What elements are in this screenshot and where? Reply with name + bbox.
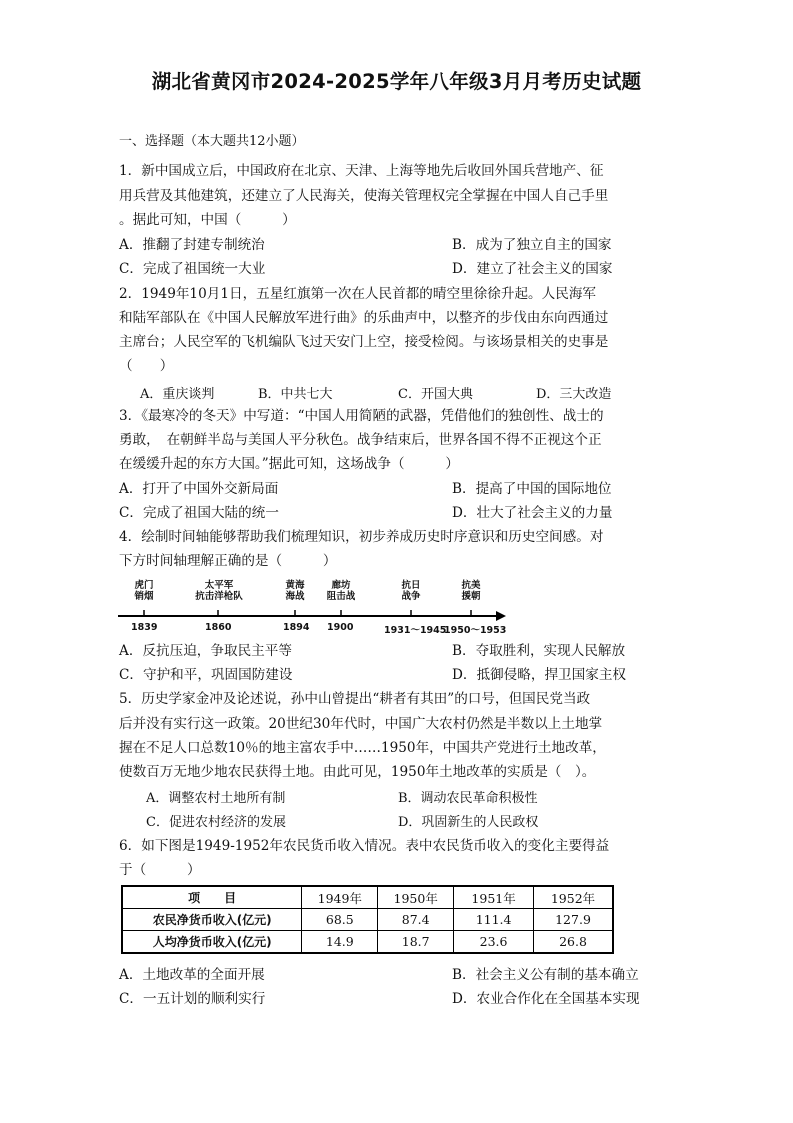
timeline-event-6-line2: 援朝 [461,591,481,602]
table-cell: 87.4 [378,909,454,931]
question-2-line-4: （ ） [119,358,174,374]
question-2-option-a[interactable]: A．重庆谈判 [140,387,215,402]
timeline-event-1-line2: 销烟 [134,591,154,602]
table-cell: 18.7 [378,931,454,954]
question-2-line-3: 主席台；人民空军的飞机编队飞过天安门上空，接受检阅。与该场景相关的史事是 [119,334,609,350]
table-row [122,909,613,931]
section-heading: 一、选择题（本大题共12小题） [119,134,305,149]
question-4-line-1: 4．绘制时间轴能够帮助我们梳理知识，初步养成历史时序意识和历史空间感。对 [119,529,604,545]
timeline-event-4-line2: 阻击战 [326,591,356,602]
question-4-option-d[interactable]: D．抵御侵略，捍卫国家主权 [452,667,627,683]
timeline-event-1 [130,580,158,602]
question-2-option-d[interactable]: D．三大改造 [536,387,612,402]
history-timeline [116,577,508,637]
table-cell: 23.6 [454,931,534,954]
question-1-option-a[interactable]: A．推翻了封建专制统治 [119,237,265,253]
question-4-line-2: 下方时间轴理解正确的是（ ） [119,553,337,569]
table-cell: 26.8 [534,931,613,954]
timeline-event-3-line2: 海战 [285,591,305,602]
table-row-label: 农民净货币收入(亿元) [122,909,302,931]
table-row [122,931,613,954]
question-6-line-1: 6．如下图是1949-1952年农民货币收入情况。表中农民货币收入的变化主要得益 [119,838,610,854]
question-3-option-b[interactable]: B．提高了中国的国际地位 [452,481,612,497]
question-1-option-b[interactable]: B．成为了独立自主的国家 [452,237,612,253]
timeline-year-2: 1860 [205,622,232,633]
question-5-line-3: 握在不足人口总数10％的地主富农手中……1950年，中国共产党进行土地改革， [119,740,606,756]
question-6-option-b[interactable]: B．社会主义公有制的基本确立 [452,967,639,983]
timeline-event-6 [456,580,486,602]
question-4-option-c[interactable]: C．守护和平，巩固国防建设 [119,667,293,683]
timeline-year-3: 1894 [283,622,310,633]
timeline-event-2 [188,580,250,602]
question-3-option-c[interactable]: C．完成了祖国大陆的统一 [119,505,279,521]
question-1-line-1: 1．新中国成立后，中国政府在北京、天津、上海等地先后收回外国兵营地产、征 [119,163,604,179]
income-table [121,885,614,954]
table-header-item: 项 目 [122,886,302,909]
question-5-line-4: 使数百万无地少地农民获得土地。由此可见，1950年土地改革的实质是（ ）。 [119,764,596,780]
table-header-year: 1950年 [378,886,454,909]
question-6-line-2: 于（ ） [119,862,201,878]
timeline-event-2-line1: 太平军 [204,580,234,591]
table-cell: 68.5 [302,909,378,931]
table-header-year: 1951年 [454,886,534,909]
question-3-option-a[interactable]: A．打开了中国外交新局面 [119,481,279,497]
question-6-option-d[interactable]: D．农业合作化在全国基本实现 [452,991,640,1007]
question-5-line-1: 5．历史学家金冲及论述说，孙中山曾提出“耕者有其田”的口号，但国民党当政 [119,691,591,707]
table-cell: 127.9 [534,909,613,931]
timeline-event-4 [321,580,361,602]
question-5-option-b[interactable]: B．调动农民革命积极性 [398,791,538,806]
timeline-event-2-line2: 抗击洋枪队 [195,591,243,602]
question-2-option-c[interactable]: C．开国大典 [398,387,473,402]
question-6-option-a[interactable]: A．土地改革的全面开展 [119,967,265,983]
timeline-event-3-line1: 黄海 [285,580,305,591]
question-5-option-d[interactable]: D．巩固新生的人民政权 [398,815,539,830]
question-1-option-c[interactable]: C．完成了祖国统一大业 [119,261,266,277]
timeline-event-4-line1: 廊坊 [331,580,351,591]
question-3-line-2: 勇敢， 在朝鲜半岛与美国人平分秋色。战争结束后，世界各国不得不正视这个正 [119,432,602,448]
question-4-option-b[interactable]: B．夺取胜利，实现人民解放 [452,643,626,659]
page-title: 湖北省黄冈市2024-2025学年八年级3月月考历史试题 [151,70,642,93]
question-3-line-1: 3．《最寒冷的冬天》中写道：“中国人用简陋的武器，凭借他们的独创性、战士的 [119,408,604,424]
question-5-option-a[interactable]: A．调整农村土地所有制 [146,791,286,806]
question-2-option-b[interactable]: B．中共七大 [258,387,333,402]
question-3-option-d[interactable]: D．壮大了社会主义的力量 [452,505,613,521]
timeline-year-5: 1931～1945 [384,625,447,636]
timeline-event-1-line1: 虎门 [134,580,154,591]
table-header-row [122,886,613,909]
timeline-event-6-line1: 抗美 [461,580,481,591]
question-5-line-2: 后并没有实行这一政策。20世纪30年代时，中国广大农村仍然是半数以上土地掌 [119,716,603,732]
question-1-line-2: 用兵营及其他建筑，还建立了人民海关，使海关管理权完全掌握在中国人自己手里 [119,188,609,204]
question-2-line-1: 2．1949年10月1日，五星红旗第一次在人民首都的晴空里徐徐升起。人民海军 [119,286,597,302]
timeline-event-5-line2: 战争 [401,591,421,602]
question-2-line-2: 和陆军部队在《中国人民解放军进行曲》的乐曲声中，以整齐的步伐由东向西通过 [119,310,609,326]
timeline-event-5 [396,580,426,602]
timeline-year-1: 1839 [131,622,158,633]
timeline-year-6: 1950～1953 [444,625,507,636]
question-5-option-c[interactable]: C．促进农村经济的发展 [146,815,286,830]
table-row-label: 人均净货币收入(亿元) [122,931,302,954]
table-cell: 14.9 [302,931,378,954]
table-header-year: 1949年 [302,886,378,909]
question-1-option-d[interactable]: D．建立了社会主义的国家 [452,261,613,277]
question-3-line-3: 在缓缓升起的东方大国。”据此可知，这场战争（ ） [119,456,459,472]
question-4-option-a[interactable]: A．反抗压迫，争取民主平等 [119,643,292,659]
timeline-event-3 [280,580,310,602]
table-cell: 111.4 [454,909,534,931]
timeline-event-5-line1: 抗日 [401,580,421,591]
question-1-line-3: 。据此可知，中国（ ） [119,212,296,228]
timeline-year-4: 1900 [327,622,354,633]
question-6-option-c[interactable]: C．一五计划的顺利实行 [119,991,266,1007]
table-header-year: 1952年 [534,886,613,909]
